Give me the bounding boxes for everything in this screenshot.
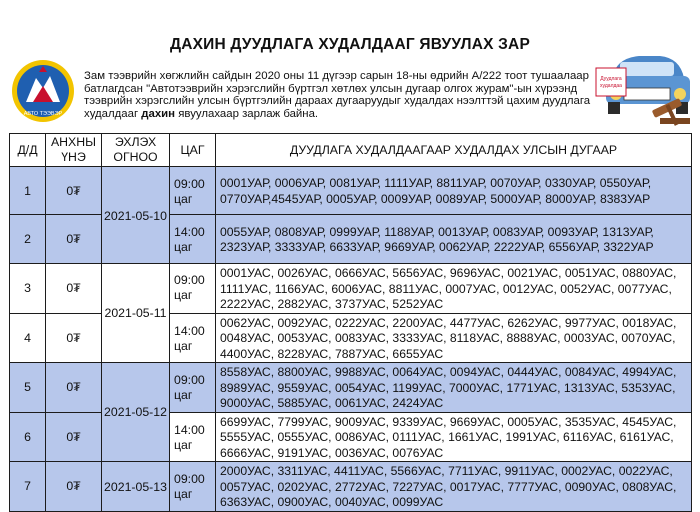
row-plates: 0062УАС, 0092УАС, 0222УАС, 2200УАС, 4477УАС, 6262УАС, 9977УАС, 0018УАС, 0048УАС, 0053УАС, 0083УАС, 3333УАС, 8118УАС, 8888УАС, 0003УАС, 0070УАС, 4400УАС, 8228УАС, 7887УАС, 6655УАС <box>216 313 692 363</box>
intro-line-1: Зам тээврийн хөгжлийн сайдын 2020 оны 11 дүгээр сарын 18-ны өдрийн А/222 тоот тушаалаар <box>84 70 589 82</box>
row-no: 6 <box>10 412 46 462</box>
row-date: 2021-05-13 <box>102 462 170 512</box>
row-date: 2021-05-10 <box>102 167 170 264</box>
row-plates: 0001УАР, 0006УАР, 0081УАР, 1111УАР, 8811УАР, 0070УАР, 0330УАР, 0550УАР, 0770УАР,4545УАР, 0005УАР, 0009УАР, 0089УАР, 5000УАР, 8000УАР, 8383УАР <box>216 167 692 215</box>
row-plates: 0001УАС, 0026УАС, 0666УАС, 5656УАС, 9696УАС, 0021УАС, 0051УАС, 0880УАС, 1111УАС, 1166УАС, 6006УАС, 8811УАС, 0007УАС, 0012УАС, 0052УАС, 0077УАС, 2222УАС, 2882УАС, 3737УАС, 5252УАС <box>216 264 692 314</box>
header-plates: ДУУДЛАГА ХУДАЛДААГААР ХУДАЛДАХ УЛСЫН ДУГААР <box>216 134 692 167</box>
intro-line-2: батлагдсан "Автотээврийн хэрэгслийн бүртгэл хөтлөх улсын дугаар олгох журам"-ын хүрээнд <box>84 82 578 95</box>
row-plates: 6699УАС, 7799УАС, 9009УАС, 9339УАС, 9669УАС, 0005УАС, 3535УАС, 4545УАС, 5555УАС, 0555УАС, 0086УАС, 0111УАС, 1661УАС, 1991УАС, 6116УАС, 6161УАС, 6666УАС, 9191УАС, 0036УАС, 0076УАС <box>216 412 692 462</box>
row-plates: 2000УАС, 3311УАС, 4411УАС, 5566УАС, 7711УАС, 9911УАС, 0002УАС, 0022УАС, 0057УАС, 0202УАС, 2772УАС, 7227УАС, 0017УАС, 7777УАС, 0090УАС, 0808УАС, 6363УАС, 0900УАС, 0040УАС, 0099УАС <box>216 462 692 512</box>
intro-line-4 <box>84 108 604 121</box>
row-price: 0₮ <box>46 167 102 215</box>
row-time: 09:00 цаг <box>170 462 216 512</box>
intro-line-4-post: явуулахаар зарлаж байна. <box>175 107 319 120</box>
svg-text:худалдаа: худалдаа <box>600 83 622 89</box>
row-no: 2 <box>10 215 46 264</box>
row-no: 5 <box>10 363 46 413</box>
page-title: ДАХИН ДУУДЛАГА ХУДАЛДААГ ЯВУУЛАХ ЗАР <box>170 36 530 53</box>
row-time: 14:00 цаг <box>170 313 216 363</box>
auto-transport-logo <box>8 58 78 124</box>
header-time: ЦАГ <box>170 134 216 167</box>
intro-line-4-bold: дахин <box>141 107 176 120</box>
row-price: 0₮ <box>46 264 102 314</box>
row-time: 09:00 цаг <box>170 167 216 215</box>
table-row <box>10 462 692 512</box>
row-no: 4 <box>10 313 46 363</box>
row-price: 0₮ <box>46 412 102 462</box>
row-no: 3 <box>10 264 46 314</box>
table-row <box>10 264 692 314</box>
header-no: Д/Д <box>10 134 46 167</box>
table-row <box>10 167 692 215</box>
table-row <box>10 363 692 413</box>
row-plates: 8558УАС, 8800УАС, 9988УАС, 0064УАС, 0094УАС, 0444УАС, 0084УАС, 4994УАС, 8989УАС, 9559УАС, 0054УАС, 1199УАС, 7000УАС, 1771УАС, 1313УАС, 5353УАС, 9000УАС, 5885УАС, 0061УАС, 2424УАС <box>216 363 692 413</box>
intro-text <box>84 70 604 120</box>
row-date: 2021-05-12 <box>102 363 170 462</box>
row-plates: 0055УАР, 0808УАР, 0999УАР, 1188УАР, 0013УАР, 0083УАР, 0093УАР, 1313УАР, 2323УАР, 3333УАР, 6633УАР, 9669УАР, 0062УАР, 2222УАР, 6556УАР, 3322УАР <box>216 215 692 264</box>
row-time: 14:00 цаг <box>170 412 216 462</box>
intro-line-3: тээврийн хэрэгслийн улсын бүртгэлийн дараах дугааруудыг худалдах нээлттэй цахим дуудлага <box>84 95 591 108</box>
row-date: 2021-05-11 <box>102 264 170 363</box>
row-price: 0₮ <box>46 313 102 363</box>
header-price: АНХНЫ ҮНЭ <box>46 134 102 167</box>
table-header-row <box>10 134 692 167</box>
row-no: 7 <box>10 462 46 512</box>
logo-caption: АВТО ТЭЭВЭР <box>23 111 63 117</box>
svg-text:Дуудлага: Дуудлага <box>600 76 622 82</box>
row-no: 1 <box>10 167 46 215</box>
auction-car-illustration <box>594 38 696 128</box>
header-date: ЭХЛЭХ ОГНОО <box>102 134 170 167</box>
row-price: 0₮ <box>46 462 102 512</box>
row-time: 14:00 цаг <box>170 215 216 264</box>
row-time: 09:00 цаг <box>170 264 216 314</box>
plate-auction-table <box>9 133 692 512</box>
intro-line-4-pre: худалдааг <box>84 107 142 120</box>
row-time: 09:00 цаг <box>170 363 216 413</box>
row-price: 0₮ <box>46 215 102 264</box>
row-price: 0₮ <box>46 363 102 413</box>
